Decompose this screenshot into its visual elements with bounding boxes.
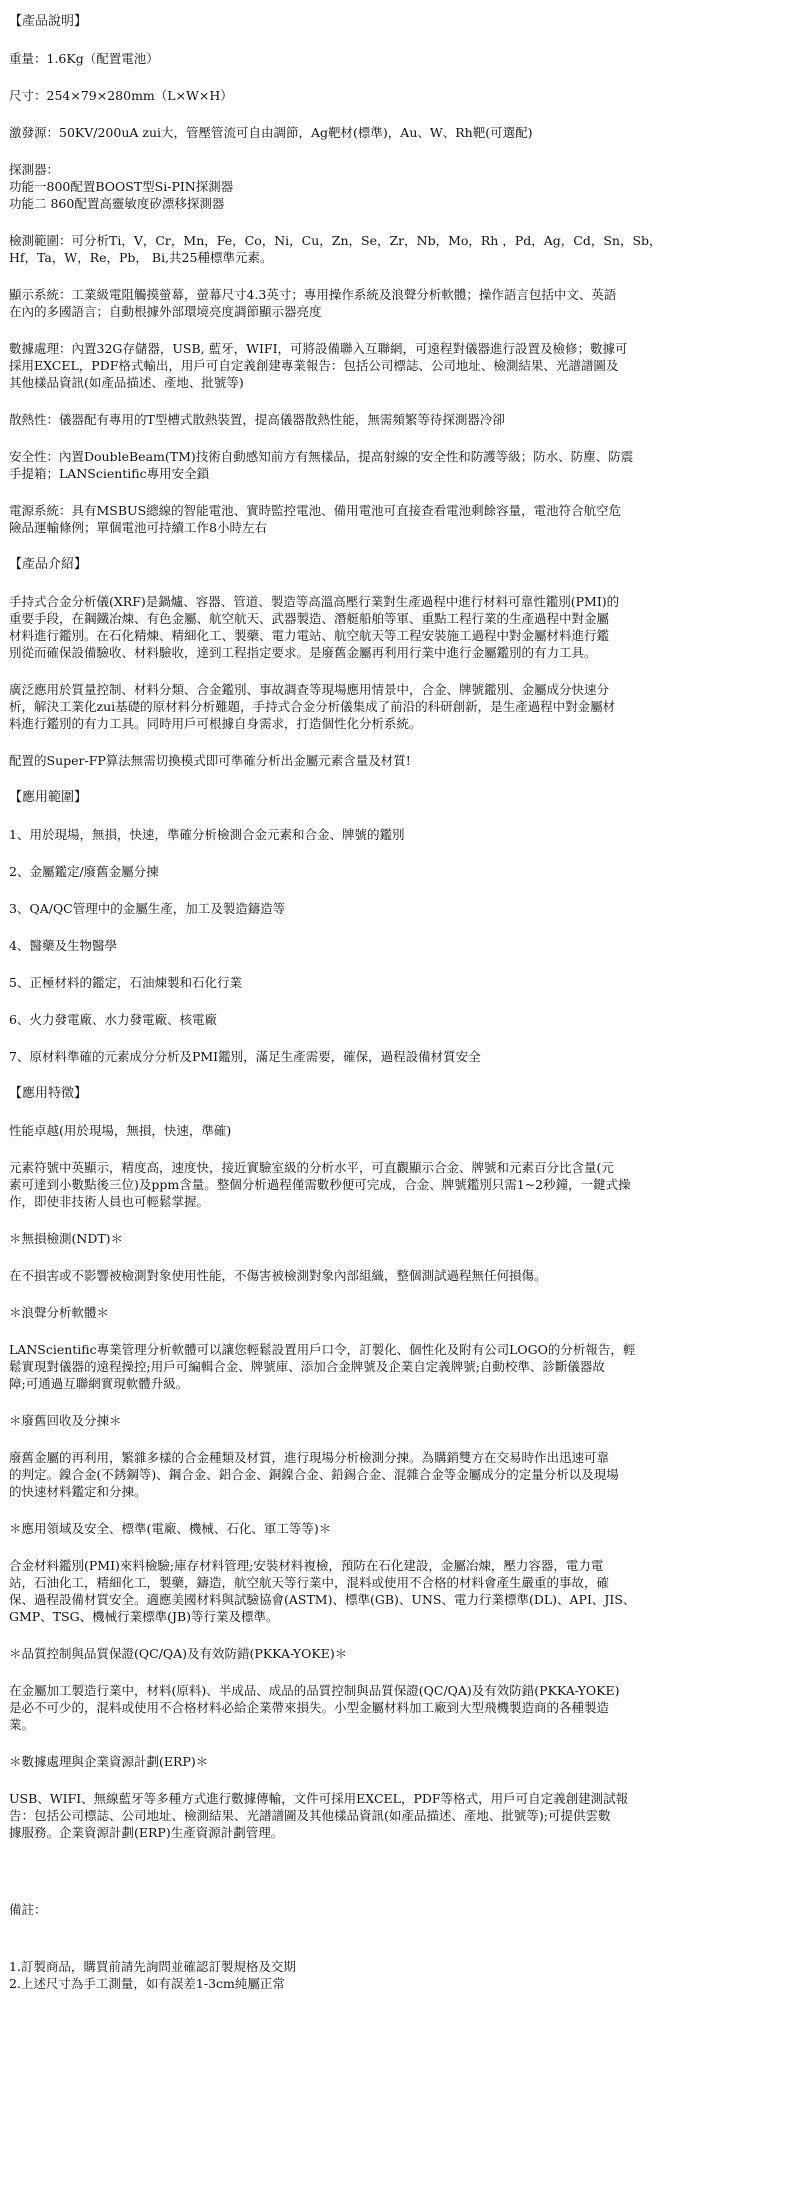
section-heading-features: 【應用特徵】 bbox=[9, 1086, 88, 1101]
intro-para2-line-3: 料進行鑑別的有力工具。同時用戶可根據自身需求，打造個性化分析系統。 bbox=[9, 716, 422, 731]
application-item-4: 4、醫藥及生物醫學 bbox=[9, 938, 117, 953]
feature-erp-line-2: 告：包括公司標誌、公司地址、檢測結果、光譜譜圖及其他樣品資訊(如產品描述、產地、批號等);可提供雲數 bbox=[9, 1808, 611, 1823]
intro-para1-line-1: 手持式合金分析儀(XRF)是鍋爐、容器、管道、製造等高溫高壓行業對生產過程中進行材料可靠性鑑別(PMI)的 bbox=[9, 594, 620, 609]
intro-para1-line-4: 別從而確保設備驗收、材料驗收，達到工程指定要求。是廢舊金屬再利用行業中進行金屬鑑別的有力工具。 bbox=[9, 645, 597, 660]
feature-recycle-line-1: 廢舊金屬的再利用，繁雜多樣的合金種類及材質，進行現場分析檢測分揀。為購銷雙方在交易時作出迅速可靠 bbox=[9, 1450, 610, 1465]
application-item-2: 2、金屬鑑定/廢舊金屬分揀 bbox=[9, 864, 159, 879]
spec-cooling: 散熱性：儀器配有專用的T型槽式散熱裝置，提高儀器散熱性能，無需頻繁等待探測器冷卻 bbox=[9, 412, 505, 427]
note-2: 2.上述尺寸為手工測量，如有誤差1-3cm純屬正常 bbox=[9, 1976, 285, 1991]
feature-field-line-2: 站，石油化工，精細化工，製藥，鑄造，航空航天等行業中，混料或使用不合格的材料會產生嚴重的事故，確 bbox=[9, 1575, 610, 1590]
feature-recycle-line-2: 的判定。鎳合金(不銹鋼等)、鋼合金、鋁合金、銅鎳合金、鉛錫合金、混雜合金等金屬成分的定量分析以及現場 bbox=[9, 1467, 619, 1482]
spec-power-line-2: 險品運輸條例；單個電池可持續工作8小時左右 bbox=[9, 520, 267, 535]
feature-recycle-line-3: 的快速材料鑑定和分揀。 bbox=[9, 1484, 147, 1499]
spec-data-line-3: 其他樣品資訊(如產品描述、產地、批號等) bbox=[9, 375, 244, 390]
feature-field-line-3: 保、過程設備材質安全。適應美國材料與試驗協會(ASTM)、標準(GB)、UNS、電力行業標準(DL)、API、JIS、 bbox=[9, 1592, 636, 1607]
spec-size: 尺寸：254×79×280mm（L×W×H） bbox=[9, 88, 233, 103]
spec-display-line-2: 在內的多國語言；自動根據外部環境亮度調節顯示器亮度 bbox=[9, 304, 322, 319]
feature-ndt-body: 在不損害或不影響被檢測對象使用性能，不傷害被檢測對象內部組織，整個測試過程無任何損傷。 bbox=[9, 1268, 547, 1283]
spec-detector-2: 功能二 860配置高靈敏度矽漂移探測器 bbox=[9, 196, 225, 211]
feature-recycle-title: ＊廢舊回收及分揀＊ bbox=[9, 1413, 122, 1428]
feature-software-line-3: 障;可通過互聯網實現軟體升級。 bbox=[9, 1376, 189, 1391]
note-1: 1.訂製商品，購買前請先詢問並確認訂製規格及交期 bbox=[9, 1959, 296, 1974]
intro-para1-line-3: 材料進行鑑別。在石化精煉、精細化工、製藥、電力電站、航空航天等工程安裝施工過程中對金屬材料進行鑑 bbox=[9, 628, 610, 643]
feature-field-title: ＊應用領域及安全、標準(電廠、機械、石化、軍工等等)＊ bbox=[9, 1521, 332, 1536]
feature-software-line-2: 鬆實現對儀器的遠程操控;用戶可編輯合金、牌號庫、添加合金牌號及企業自定義牌號;自動校準、診斷儀器故 bbox=[9, 1359, 605, 1374]
spec-data-line-1: 數據處理：內置32G存儲器，USB, 藍牙，WIFI，可將設備聯入互聯網，可遠程對儀器進行設置及檢修；數據可 bbox=[9, 341, 628, 356]
application-item-7: 7、原材料準確的元素成分分析及PMI鑑別，滿足生產需要，確保，過程設備材質安全 bbox=[9, 1049, 481, 1064]
feature-ndt-title: ＊無損檢測(NDT)＊ bbox=[9, 1231, 124, 1246]
feature-erp-line-1: USB、WIFI、無線藍牙等多種方式進行數據傳輸，文件可採用EXCEL，PDF等格式，用戶可自定義創建測試報 bbox=[9, 1791, 629, 1806]
spec-detector-1: 功能一800配置BOOST型Si-PIN探測器 bbox=[9, 179, 234, 194]
section-heading-introduction: 【產品介紹】 bbox=[9, 557, 88, 572]
feature-qc-line-2: 是必不可少的，混料或使用不合格材料必給企業帶來損失。小型金屬材料加工廠到大型飛機製造商的各種製造 bbox=[9, 1700, 610, 1715]
feature-field-line-4: GMP、TSG、機械行業標準(JB)等行業及標準。 bbox=[9, 1609, 279, 1624]
section-heading-description: 【產品說明】 bbox=[9, 14, 88, 29]
application-item-1: 1、用於現場，無損，快速，準確分析檢測合金元素和合金、牌號的鑑別 bbox=[9, 827, 405, 842]
section-heading-applications: 【應用範圍】 bbox=[9, 790, 88, 805]
feature-performance-line-2: 素可達到小數點後三位)及ppm含量。整個分析過程僅需數秒便可完成，合金、牌號鑑別只需1~2秒鐘，一鍵式操 bbox=[9, 1177, 631, 1192]
intro-para2-line-2: 析，解決工業化zui基礎的原材料分析難題，手持式合金分析儀集成了前沿的科研創新，是生產過程中對金屬材 bbox=[9, 699, 616, 714]
spec-data-line-2: 採用EXCEL，PDF格式輸出，用戶可自定義創建專業報告：包括公司標誌、公司地址、檢測結果、光譜譜圖及 bbox=[9, 358, 619, 373]
notes-heading: 備註： bbox=[9, 1902, 47, 1917]
feature-software-title: ＊浪聲分析軟體＊ bbox=[9, 1305, 110, 1320]
intro-para2-line-1: 廣泛應用於質量控制、材料分類、合金鑑別、事故調查等現場應用情景中，合金、牌號鑑別、金屬成分快速分 bbox=[9, 682, 610, 697]
spec-range-line-1: 檢測範圍：可分析Ti，V，Cr，Mn，Fe，Co，Ni，Cu，Zn，Se，Zr，Nb，Mo，Rh ，Pd，Ag，Cd，Sn，Sb， bbox=[9, 233, 662, 248]
spec-range-line-2: Hf，Ta，W，Re，Pb， Bi,共25種標準元素。 bbox=[9, 250, 273, 265]
feature-performance-line-3: 作，即使非技術人員也可輕鬆掌握。 bbox=[9, 1194, 210, 1209]
spec-display-line-1: 顯示系統：工業級電阻觸摸螢幕，螢幕尺寸4.3英寸；專用操作系統及浪聲分析軟體；操作語言包括中文、英語 bbox=[9, 287, 617, 302]
feature-qc-line-1: 在金屬加工製造行業中，材料(原料)、半成品、成品的品質控制與品質保證(QC/QA)及有效防錯(PKKA-YOKE) bbox=[9, 1683, 620, 1698]
feature-performance-title: 性能卓越(用於現場，無損，快速，準確) bbox=[9, 1123, 232, 1138]
spec-detector-title: 探測器： bbox=[9, 162, 60, 177]
spec-excitation: 激發源：50KV/200uA zui大，管壓管流可自由調節，Ag靶材(標準)，Au、W、Rh靶(可選配) bbox=[9, 125, 533, 140]
spec-power-line-1: 電源系統：具有MSBUS總線的智能電池、實時監控電池、備用電池可直接查看電池剩餘容量，電池符合航空危 bbox=[9, 503, 622, 518]
intro-para1-line-2: 重要手段，在鋼鐵冶煉、有色金屬、航空航天、武器製造、潛艇船舶等軍、重點工程行業的生產過程中對金屬 bbox=[9, 611, 610, 626]
feature-software-line-1: LANScientific專業管理分析軟體可以讓您輕鬆設置用戶口令，訂製化、個性化及附有公司LOGO的分析報告，輕 bbox=[9, 1342, 636, 1357]
feature-performance-line-1: 元素符號中英顯示，精度高，速度快，接近實驗室級的分析水平，可直觀顯示合金、牌號和元素百分比含量(元 bbox=[9, 1160, 614, 1175]
application-item-5: 5、正極材料的鑑定，石油煉製和石化行業 bbox=[9, 975, 242, 990]
spec-weight: 重量：1.6Kg（配置電池） bbox=[9, 51, 159, 66]
feature-erp-line-3: 據服務。企業資源計劃(ERP)生產資源計劃管理。 bbox=[9, 1825, 284, 1840]
feature-qc-line-3: 業。 bbox=[9, 1717, 35, 1732]
spec-safety-line-2: 手提箱；LANScientific專用安全鎖 bbox=[9, 466, 210, 481]
intro-para3: 配置的Super-FP算法無需切換模式即可準確分析出金屬元素含量及材質! bbox=[9, 753, 411, 768]
application-item-3: 3、QA/QC管理中的金屬生產，加工及製造鑄造等 bbox=[9, 901, 286, 916]
spec-safety-line-1: 安全性：內置DoubleBeam(TM)技術自動感知前方有無樣品，提高射線的安全性和防護等級；防水、防塵、防震 bbox=[9, 449, 634, 464]
feature-qc-title: ＊品質控制與品質保證(QC/QA)及有效防錯(PKKA-YOKE)＊ bbox=[9, 1646, 348, 1661]
feature-erp-title: ＊數據處理與企業資源計劃(ERP)＊ bbox=[9, 1754, 209, 1769]
application-item-6: 6、火力發電廠、水力發電廠、核電廠 bbox=[9, 1012, 217, 1027]
feature-field-line-1: 合金材料鑑別(PMI)來料檢驗;庫存材料管理;安裝材料複檢，預防在石化建設，金屬冶煉，壓力容器，電力電 bbox=[9, 1558, 604, 1573]
